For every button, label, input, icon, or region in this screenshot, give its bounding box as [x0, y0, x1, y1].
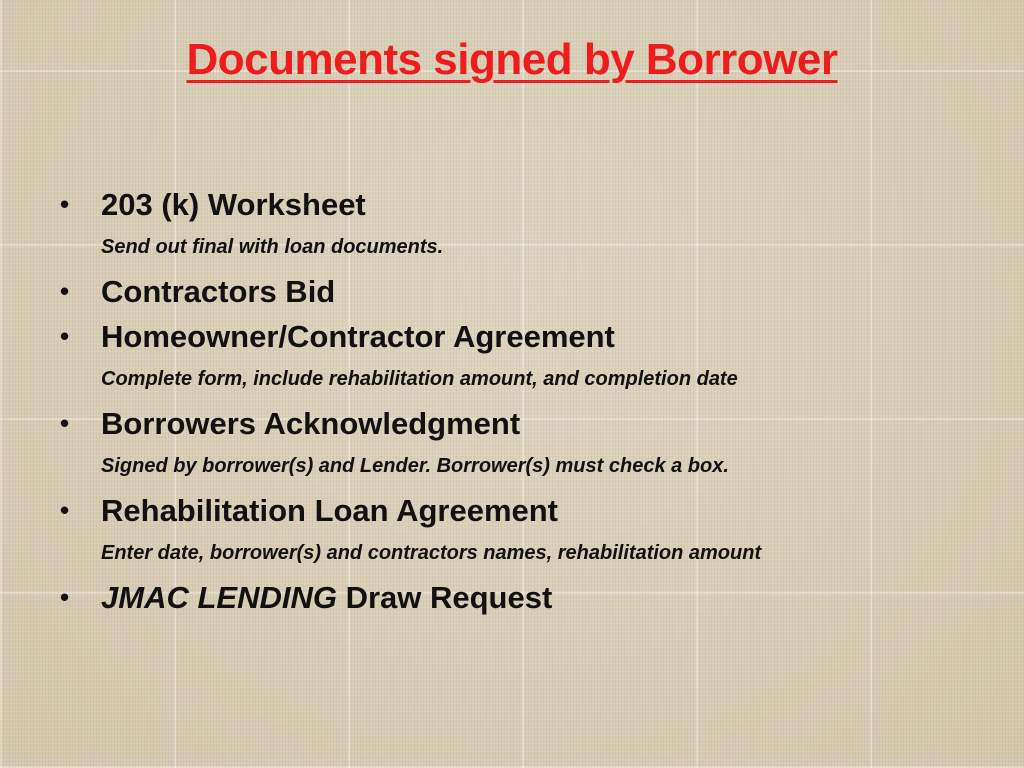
slide-title-text: Documents signed by Borrower [186, 35, 838, 84]
bullet-item-rehabilitation-loan-agreement [60, 488, 990, 533]
bullet-item-draw-request [60, 575, 990, 620]
bullet-item-borrowers-acknowledgment [60, 401, 990, 446]
lender-name: JMAC LENDING [101, 580, 337, 615]
bullet-dot: • [60, 495, 70, 525]
bullet-label: Draw Request [336, 580, 553, 615]
bullet-dot: • [60, 408, 70, 438]
bullet-item-contractors-bid [60, 269, 990, 314]
bullet-label: Homeowner/Contractor Agreement [101, 319, 615, 354]
bullet-dot: • [60, 189, 70, 219]
bullet-note-borrowers-acknowledgment: Signed by borrower(s) and Lender. Borrower(s) must check a box. [101, 455, 729, 477]
bullet-list [60, 182, 990, 620]
bullet-label: 203 (k) Worksheet [101, 187, 366, 222]
bullet-dot: • [60, 276, 70, 306]
bullet-item-worksheet [60, 182, 990, 227]
bullet-item-homeowner-agreement [60, 314, 990, 359]
bullet-note-homeowner-agreement: Complete form, include rehabilitation amount, and completion date [101, 368, 738, 390]
bullet-note-worksheet: Send out final with loan documents. [101, 236, 444, 258]
bullet-note-rehabilitation-loan-agreement: Enter date, borrower(s) and contractors names, rehabilitation amount [101, 542, 762, 564]
bullet-label: Contractors Bid [101, 274, 336, 309]
slide-title [0, 30, 1024, 90]
bullet-dot: • [60, 321, 70, 351]
bullet-dot: • [60, 582, 70, 612]
bullet-label: Borrowers Acknowledgment [101, 406, 521, 441]
bullet-label: Rehabilitation Loan Agreement [101, 493, 559, 528]
